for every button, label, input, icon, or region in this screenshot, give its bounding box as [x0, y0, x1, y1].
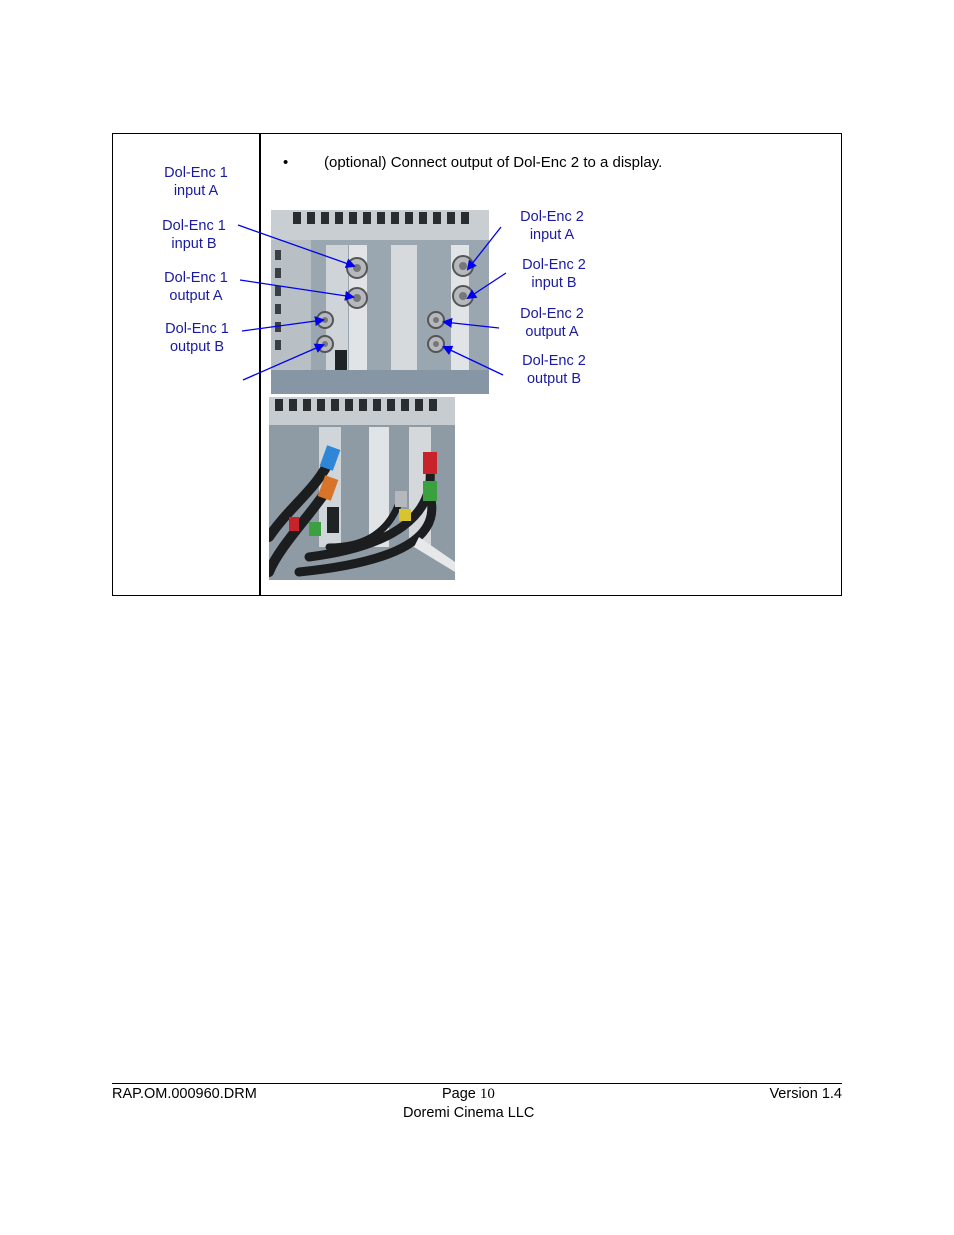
bullet-marker: • — [283, 154, 289, 171]
label-enc2-input-a: Dol-Enc 2 input A — [520, 209, 584, 243]
footer-page-number: 10 — [479, 1086, 495, 1102]
footer-doc-id: RAP.OM.000960.DRM — [112, 1086, 257, 1102]
rear-panel-illustration — [271, 210, 489, 394]
footer-company: Doremi Cinema LLC — [403, 1105, 535, 1121]
label-enc1-input-a: Dol-Enc 1 input A — [164, 165, 228, 199]
label-enc2-output-a: Dol-Enc 2 output A — [520, 306, 584, 340]
footer-page-label: Page — [442, 1086, 476, 1102]
instruction-text: (optional) Connect output of Dol-Enc 2 to a display. — [324, 154, 663, 171]
connected-cables-photo — [269, 397, 455, 580]
label-enc2-input-b: Dol-Enc 2 input B — [522, 257, 586, 291]
column-divider — [259, 134, 261, 595]
label-enc2-output-b: Dol-Enc 2 output B — [522, 353, 586, 387]
label-enc1-output-a: Dol-Enc 1 output A — [164, 270, 228, 304]
footer-page — [442, 1086, 495, 1103]
footer-version: Version 1.4 — [769, 1086, 842, 1102]
connected-cables-illustration — [269, 397, 455, 580]
footer-rule — [112, 1083, 842, 1084]
label-enc1-output-b: Dol-Enc 1 output B — [165, 321, 229, 355]
label-enc1-input-b: Dol-Enc 1 input B — [162, 218, 226, 252]
rear-panel-photo — [271, 210, 489, 394]
